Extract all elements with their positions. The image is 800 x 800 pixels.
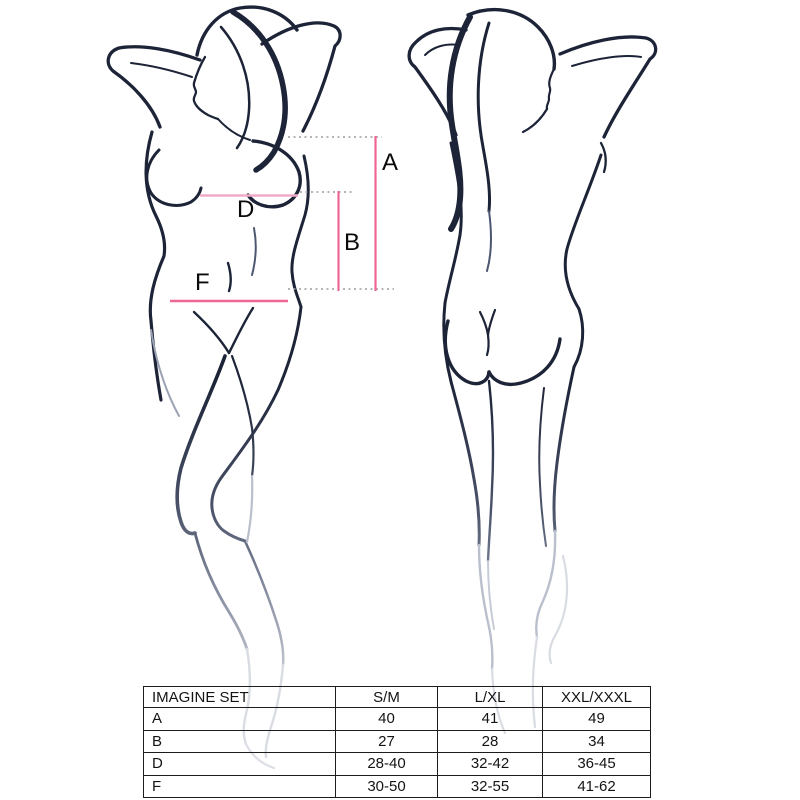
table-row-b	[144, 730, 651, 753]
row-label: A	[144, 708, 336, 731]
back-torso-right	[565, 155, 601, 309]
table-row-d	[144, 753, 651, 776]
front-abdomen-line	[252, 228, 256, 275]
table-cell: 36-45	[543, 753, 651, 776]
front-bikini-right	[229, 308, 253, 353]
row-label: B	[144, 730, 336, 753]
back-jaw-line	[523, 109, 547, 132]
size-table-header-row	[144, 687, 651, 708]
table-cell: 30-50	[336, 775, 438, 798]
back-right-forearm-inner	[572, 56, 641, 66]
back-cleft-left	[480, 312, 488, 335]
row-label: F	[144, 775, 336, 798]
size-table	[143, 686, 651, 798]
size-table-header-sm: S/M	[336, 687, 438, 708]
front-cross-thigh	[177, 356, 225, 534]
table-cell: 34	[543, 730, 651, 753]
back-left-leg-outer	[444, 303, 479, 545]
front-navel	[228, 263, 231, 291]
back-cleft-right	[488, 310, 495, 335]
measurement-label-a: A	[382, 149, 399, 176]
back-ghost-shin	[488, 561, 494, 629]
back-right-leg-inner	[539, 388, 546, 546]
size-table-header-product: IMAGINE SET	[144, 687, 336, 708]
measurement-label-f: F	[195, 269, 210, 296]
back-right-leg-outer	[554, 367, 574, 531]
front-face-profile	[194, 57, 218, 119]
back-right-arm	[560, 37, 656, 137]
size-table-header-lxl: L/XL	[438, 687, 543, 708]
back-right-buttock	[489, 339, 560, 384]
front-left-arm	[108, 47, 200, 127]
front-bikini-left	[194, 312, 229, 353]
row-label: D	[144, 753, 336, 776]
front-calf-right	[245, 541, 283, 665]
front-hair-strand	[221, 27, 249, 148]
table-cell: 28-40	[336, 753, 438, 776]
back-left-leg-inner	[488, 381, 493, 561]
back-face-profile	[547, 69, 554, 109]
front-left-forearm-inner	[131, 63, 192, 77]
front-figure-silhouette	[108, 7, 340, 768]
front-right-leg	[212, 307, 301, 541]
table-cell: 27	[336, 730, 438, 753]
table-cell: 28	[438, 730, 543, 753]
size-table-header-xxl: XXL/XXXL	[543, 687, 651, 708]
table-row-a	[144, 708, 651, 731]
table-cell: 41	[438, 708, 543, 731]
front-right-arm	[262, 23, 340, 131]
table-cell: 40	[336, 708, 438, 731]
back-left-buttock	[445, 321, 489, 384]
measurement-label-b: B	[344, 229, 361, 256]
table-cell: 32-42	[438, 753, 543, 776]
table-row-f	[144, 775, 651, 798]
table-cell: 41-62	[543, 775, 651, 798]
back-hair-strand	[478, 23, 489, 211]
front-left-breast	[147, 150, 201, 205]
back-right-hip	[574, 309, 583, 367]
front-shin-fade	[247, 476, 252, 542]
back-cleft-stem	[487, 335, 489, 355]
back-figure-silhouette	[409, 10, 656, 733]
table-cell: 49	[543, 708, 651, 731]
front-torso-left	[146, 132, 165, 400]
front-calf-left	[195, 533, 247, 649]
measurement-label-d: D	[237, 196, 255, 223]
back-spine-hint	[487, 211, 491, 271]
table-cell: 32-55	[438, 775, 543, 798]
